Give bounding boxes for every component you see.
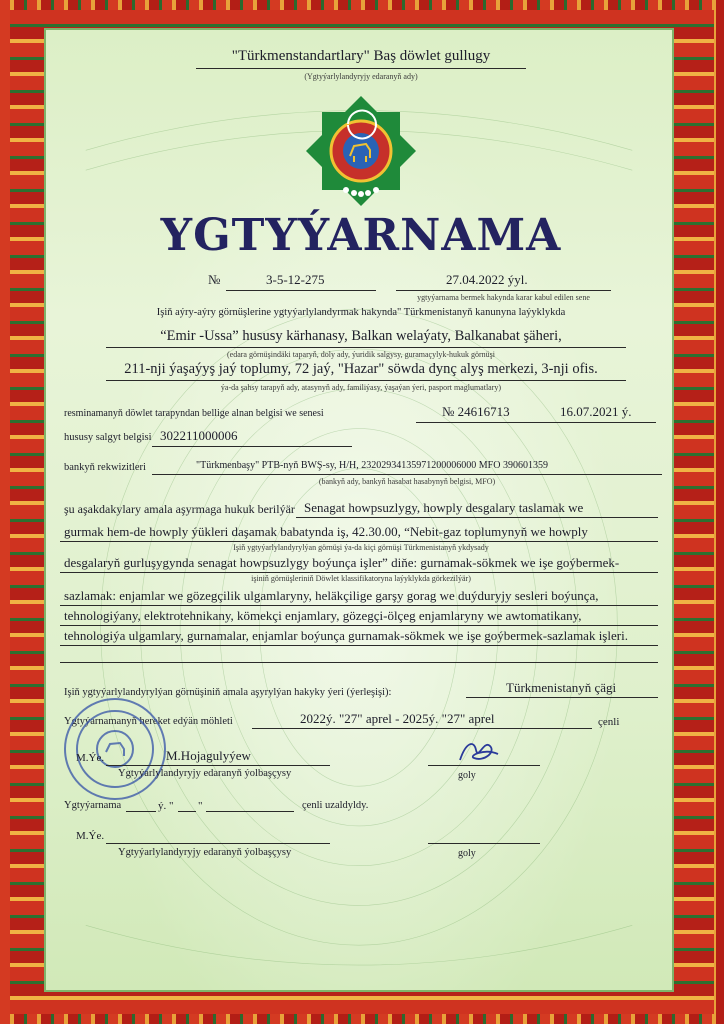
validity-period: 2022ý. "27" aprel - 2025ý. "27" aprel <box>300 711 495 726</box>
activity-underline-4 <box>60 605 658 606</box>
bank-details: "Türkmenbaşy" PTB-nyň BWŞ-sy, H/H, 23202934135971200006000 MFO 390601359 <box>196 460 548 471</box>
registration-number: № 24616713 <box>442 404 510 419</box>
authority-caption: (Ygtyýarlylandyryjy edaranyň ady) <box>304 72 418 81</box>
validity-suffix: çenli <box>598 716 620 728</box>
authority-underline <box>196 68 526 69</box>
certificate-number: 3-5-12-275 <box>266 272 325 287</box>
address-underline <box>106 380 626 381</box>
activity-underline-7 <box>60 662 658 663</box>
activity-underline-2 <box>60 541 658 542</box>
activity-line-2: gurmak hem-de howply ýükleri daşamak babatynda iş, 42.30.00, “Nebit-gaz toplumynyň we howply <box>64 524 588 539</box>
issue-date: 27.04.2022 ýyl. <box>446 272 528 287</box>
activity-line-6: tehnologiýa ulgamlary, gurnamalar, enjamlar boýunça gurnamak-sökmek we işe goýbermek-sazlamak işleri. <box>64 628 628 643</box>
document-title: YGTYÝARNAMA <box>160 210 562 261</box>
signature-label-1: goly <box>458 770 476 781</box>
validity-label: Ygtyýarnamanyň hereket edýän möhleti <box>64 716 233 727</box>
activity-line-5: tehnologiýany, elektrotehnikany, kömekçi enjamlary, gözegçi-ölçeg enjamlaryny we awtomatikany, <box>64 608 582 623</box>
extension-year-blank <box>126 811 156 812</box>
place-underline <box>466 697 658 698</box>
activity-caption-2: işiniň görnüşleriniň Döwlet klassifikatoryna laýyklykda görkezilýär) <box>251 574 471 583</box>
tax-number: 302211000006 <box>160 428 238 443</box>
tax-label: hususy salgyt belgisi <box>64 432 152 443</box>
activity-intro: şu aşakdakylary amala aşyrmaga hukuk berilýär <box>64 502 295 516</box>
validity-underline <box>252 728 592 729</box>
company-address-caption: ýa-da şahsy tarapyň ady, atasynyň ady, familiýasy, ýaşaýan ýeri, pasport maglumatlary) <box>220 383 502 392</box>
date-underline <box>396 290 611 291</box>
activity-underline-1 <box>296 517 658 518</box>
state-emblem-icon <box>304 94 418 208</box>
extension-suffix: çenli uzaldyldy. <box>302 800 369 811</box>
seal-place-2: M.Ýe. <box>76 830 105 842</box>
director-name: M.Hojagulyýew <box>166 748 251 763</box>
law-reference: Işiň aýry-aýry görnüşlerine ygtyýarlylandyrmak hakynda" Türkmenistanyň kanunyna laýyklykda <box>156 307 566 318</box>
issuing-authority: "Türkmenstandartlary" Baş döwlet gullugy <box>231 48 491 64</box>
company-address: 211-nji ýaşaýyş jaý toplumy, 72 jaý, "Hazar" söwda dynç alyş merkezi, 3-nji ofis. <box>124 361 598 377</box>
certificate-paper <box>44 28 674 992</box>
activity-underline-5 <box>60 625 658 626</box>
registration-date: 16.07.2021 ý. <box>560 404 632 419</box>
extension-label: Ygtyýarnama <box>64 800 122 811</box>
activity-line-1: Senagat howpsuzlygy, howply desgalary taslamak we <box>304 500 584 515</box>
director-underline <box>106 765 330 766</box>
extension-day-blank <box>178 811 196 812</box>
extension-year-mark: ý. " <box>158 800 174 812</box>
bank-label: bankyň rekwizitleri <box>64 462 146 473</box>
activity-caption-1: Işiň ygtyýarlylandyrylýan görnüşi ýa-da kiçi görnüşi Türkmenistanyň ykdysady <box>233 543 489 552</box>
date-caption: ygtyýarnama bermek hakynda karar kabul edilen sene <box>417 293 590 302</box>
number-prefix: № <box>208 272 221 287</box>
director-role-2: Ygtyýarlylandyryjy edaranyň ýolbaşçysy <box>118 847 292 858</box>
registration-underline <box>416 422 656 423</box>
signature-underline-1 <box>428 765 540 766</box>
activity-line-3: desgalaryň gurluşygynda senagat howpsuzlygy boýunça işler” diňe: gurnamak-sökmek we işe goýbermek- <box>64 555 620 570</box>
activity-line-4: sazlamak: enjamlar we gözegçilik ulgamlaryny, heläkçilige garşy gorag we duýduryjy sesleri boýunça, <box>64 588 599 603</box>
tax-underline <box>152 446 352 447</box>
director-underline-2 <box>106 843 330 844</box>
number-underline <box>226 290 376 291</box>
signature-label-2: goly <box>458 848 476 859</box>
company-name-caption: (edara görnüşindäki taparyň, doly ady, ýuridik salgysy, guramaçylyk-hukuk görnüşi <box>226 350 495 359</box>
activity-underline-6 <box>60 645 658 646</box>
registration-label: resminamanyň döwlet tarapyndan bellige alnan belgisi we senesi <box>64 408 324 419</box>
place-label: Işiň ygtyýarlylandyrylýan görnüşiniň amala aşyrylýan hakyky ýeri (ýerleşişi): <box>64 687 392 698</box>
extension-month-blank <box>206 811 294 812</box>
signature-underline-2 <box>428 843 540 844</box>
activity-underline-3 <box>60 572 658 573</box>
bank-caption: (bankyň ady, bankyň hasabat hasabynyň belgisi, MFO) <box>318 477 496 486</box>
place-value: Türkmenistanyň çägi <box>506 680 617 695</box>
bank-underline <box>152 474 662 475</box>
director-role: Ygtyýarlylandyryjy edaranyň ýolbaşçysy <box>118 768 292 779</box>
seal-place-1: M.Ýe. <box>76 752 105 764</box>
company-name: “Emir -Ussa” hususy kärhanasy, Balkan welaýaty, Balkanabat şäheri, <box>160 328 562 344</box>
company-underline <box>106 347 626 348</box>
official-stamp-icon <box>60 694 170 804</box>
extension-date-mark: " <box>198 800 203 812</box>
